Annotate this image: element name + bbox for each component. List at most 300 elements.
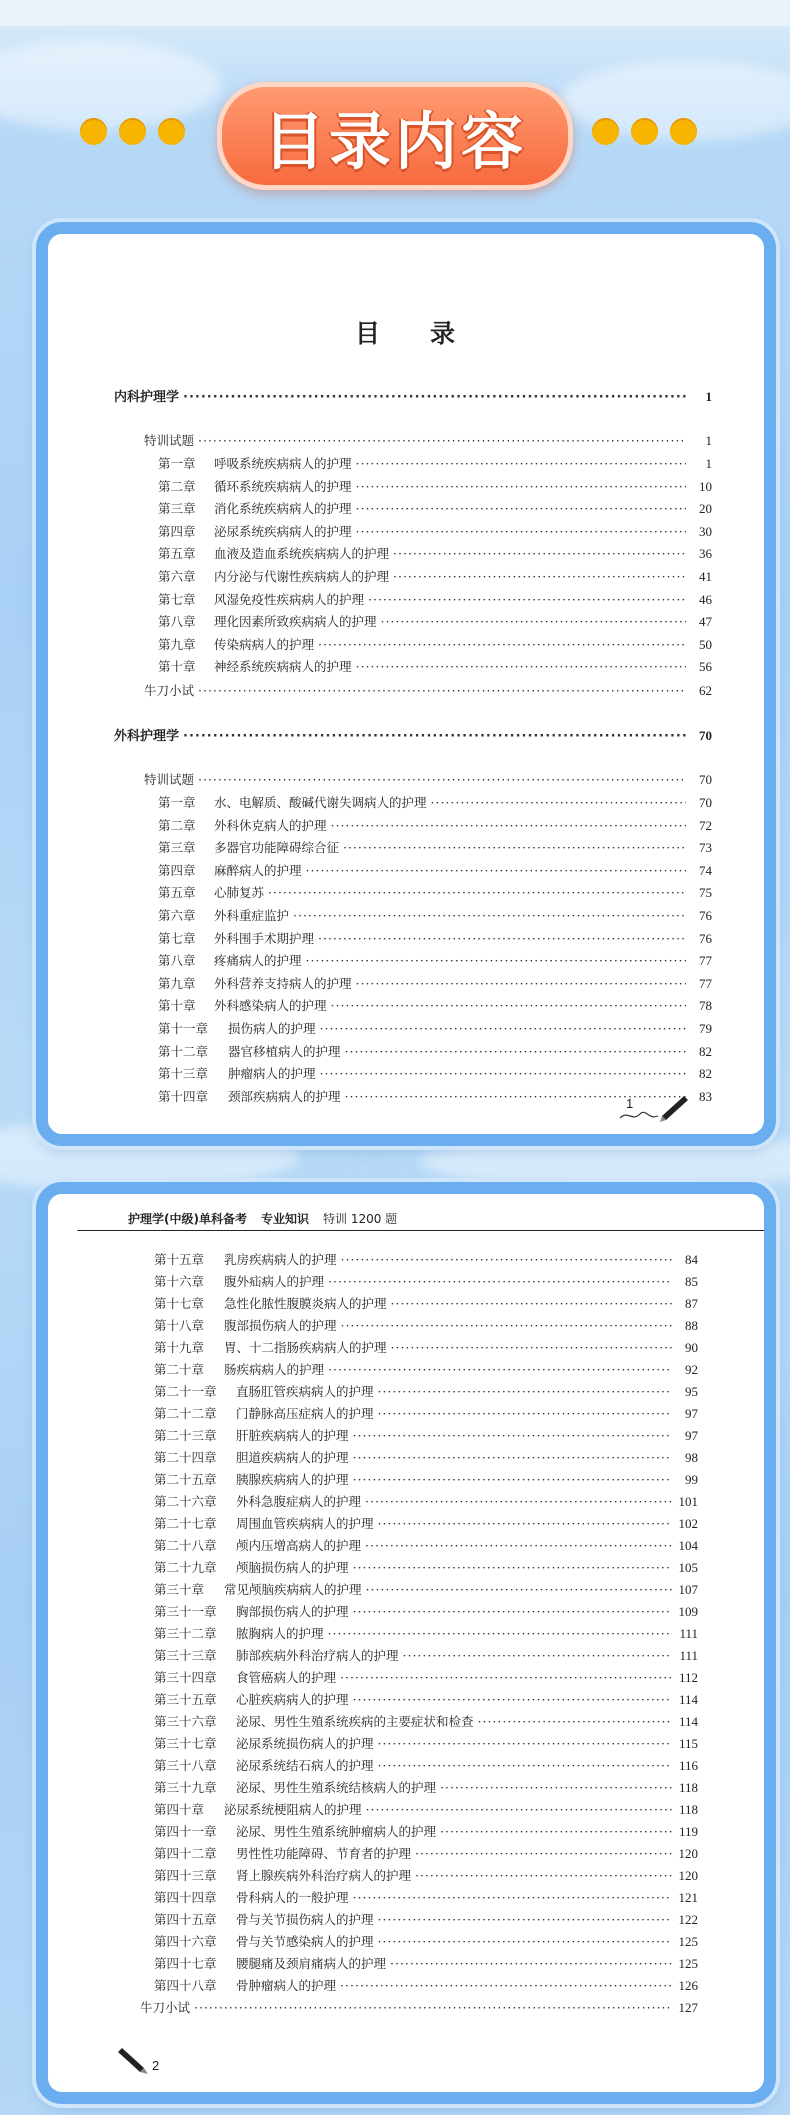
dot-leader	[306, 863, 686, 879]
toc-entry	[158, 479, 712, 495]
chapter-number: 第五章	[158, 546, 196, 562]
dot-leader	[403, 1648, 672, 1664]
chapter-number: 第二十五章	[154, 1472, 217, 1487]
dots-left	[80, 118, 185, 145]
entry-page: 73	[699, 840, 712, 856]
chapter-number: 第三十八章	[154, 1758, 217, 1773]
entry-title: 风湿免疫性疾病病人的护理	[214, 591, 365, 607]
entry-title: 外科急腹症病人的护理	[236, 1494, 362, 1509]
entry-title: 外科感染病人的护理	[214, 998, 327, 1014]
entry-page: 105	[678, 1560, 698, 1575]
chapter-number: 第三十七章	[154, 1736, 217, 1751]
dot-leader	[341, 1318, 672, 1334]
entry-page: 101	[678, 1494, 698, 1509]
chapter-number: 第二十三章	[154, 1428, 217, 1443]
dot-leader	[356, 501, 686, 517]
toc-entry	[154, 1494, 698, 1510]
chapter-number: 第三十四章	[154, 1670, 217, 1685]
entry-page: 85	[685, 1274, 698, 1289]
entry-title: 常见颅脑疾病病人的护理	[224, 1582, 362, 1597]
entry-title: 胆道疾病病人的护理	[236, 1450, 349, 1465]
toc-entry	[158, 659, 712, 675]
toc-entry	[154, 1846, 698, 1862]
dot-leader	[378, 1736, 672, 1752]
toc-entry	[158, 501, 712, 517]
toc-entry	[154, 1296, 698, 1312]
chapter-number: 第三章	[158, 840, 196, 856]
entry-page: 77	[699, 953, 712, 969]
entry-page: 125	[678, 1934, 698, 1949]
dot-leader	[331, 818, 686, 834]
entry-page: 95	[685, 1384, 698, 1399]
toc-entry	[154, 1670, 698, 1686]
entry-title: 泌尿系统梗阻病人的护理	[224, 1802, 362, 1817]
chapter-number: 第二十六章	[154, 1494, 217, 1509]
chapter-number: 第三章	[158, 501, 196, 517]
dot-leader	[381, 614, 686, 630]
toc-entry	[158, 885, 712, 901]
dot-leader	[368, 592, 686, 608]
dot-leader	[378, 1758, 672, 1774]
dot-leader	[268, 885, 686, 901]
toc-entry	[154, 1318, 698, 1334]
chapter-number: 第四章	[158, 523, 196, 539]
entry-title: 脓胸病人的护理	[236, 1626, 324, 1641]
chapter-number: 第四十六章	[154, 1934, 217, 1949]
entry-page: 112	[678, 1670, 698, 1685]
chapter-number: 第十九章	[154, 1340, 205, 1355]
entry-title: 腹部损伤病人的护理	[224, 1318, 337, 1333]
dot-leader	[393, 546, 686, 562]
entry-title: 牛刀小试	[140, 2000, 191, 2015]
dot-leader	[356, 456, 686, 472]
toc-entry	[158, 592, 712, 608]
chapter-number: 第三十五章	[154, 1692, 217, 1707]
dot-leader	[183, 390, 686, 406]
running-head	[118, 1206, 764, 1231]
entry-title: 血液及造血系统疾病病人的护理	[214, 546, 390, 562]
entry-page: 120	[678, 1868, 698, 1883]
toc-heading: 目 录	[354, 319, 458, 348]
entry-title: 外科重症监护	[214, 908, 290, 923]
entry-page: 74	[699, 862, 712, 878]
toc-entry	[154, 1274, 698, 1290]
entry-title: 胃、十二指肠疾病病人的护理	[224, 1340, 387, 1355]
entry-page: 88	[685, 1318, 698, 1333]
chapter-number: 第七章	[158, 930, 196, 946]
chapter-number: 第四章	[158, 862, 196, 878]
entry-title: 麻醉病人的护理	[214, 862, 302, 878]
entry-title: 外科护理学	[114, 729, 180, 744]
book-title: 护理学(中级)单科备考	[128, 1211, 247, 1226]
entry-page: 1	[705, 389, 712, 404]
entry-page: 76	[699, 908, 712, 923]
chapter-number: 第三十章	[154, 1582, 205, 1597]
entry-page: 50	[699, 636, 712, 652]
entry-title: 水、电解质、酸碱代谢失调病人的护理	[214, 795, 427, 810]
toc-entry	[158, 953, 712, 969]
entry-page: 83	[699, 1088, 712, 1104]
chapter-number: 第十七章	[154, 1296, 205, 1311]
entry-title: 损伤病人的护理	[228, 1021, 316, 1036]
chapter-number: 第四十五章	[154, 1912, 217, 1927]
entry-title: 肺部疾病外科治疗病人的护理	[236, 1648, 399, 1663]
dot-leader	[356, 976, 686, 992]
entry-title: 胸部损伤病人的护理	[236, 1604, 349, 1619]
entry-title: 循环系统疾病病人的护理	[214, 478, 352, 494]
chapter-number: 第四十章	[154, 1802, 205, 1817]
entry-page: 46	[699, 591, 712, 607]
toc-entry	[154, 1868, 698, 1884]
toc-entry	[154, 1714, 698, 1730]
dot-leader	[353, 1604, 672, 1620]
chapter-number: 第十五章	[154, 1252, 205, 1267]
toc-entry	[158, 614, 712, 630]
toc-page-2	[36, 1182, 776, 2104]
entry-title: 门静脉高压症病人的护理	[236, 1406, 374, 1421]
entry-title: 传染病病人的护理	[214, 636, 315, 652]
toc-entry	[154, 1538, 698, 1554]
dot-leader	[378, 1912, 672, 1928]
chapter-number: 第九章	[158, 636, 196, 652]
chapter-number: 第六章	[158, 569, 196, 584]
entry-title: 肠疾病病人的护理	[224, 1362, 325, 1377]
chapter-number: 第三十六章	[154, 1714, 217, 1729]
dot-leader	[198, 683, 686, 699]
toc-page-1	[36, 222, 776, 1146]
entry-title: 男性性功能障碍、节育者的护理	[236, 1846, 412, 1861]
toc-entry	[154, 1912, 698, 1928]
toc-entry	[154, 1582, 698, 1598]
toc-entry	[154, 1252, 698, 1268]
entry-page: 78	[699, 998, 712, 1014]
entry-page: 126	[678, 1978, 698, 1993]
toc-entry	[158, 840, 712, 856]
dot-leader	[378, 1516, 672, 1532]
entry-page: 75	[699, 885, 712, 901]
entry-title: 颈部疾病病人的护理	[228, 1088, 341, 1104]
chapter-number: 第四十二章	[154, 1846, 217, 1861]
toc-entry	[158, 524, 712, 540]
entry-title: 乳房疾病病人的护理	[224, 1252, 337, 1267]
entry-title: 器官移植病人的护理	[228, 1043, 341, 1059]
dot-leader	[306, 953, 686, 969]
entry-page: 111	[679, 1626, 698, 1641]
toc-entry	[154, 1648, 698, 1664]
toc-entry	[158, 637, 712, 653]
toc-subsection	[144, 433, 712, 449]
chapter-number: 第四十八章	[154, 1978, 217, 1993]
toc-entry	[154, 1824, 698, 1840]
entry-title: 急性化脓性腹膜炎病人的护理	[224, 1296, 387, 1311]
toc-entry	[154, 1758, 698, 1774]
dot-leader	[343, 840, 686, 856]
entry-page: 41	[699, 569, 712, 584]
page-number: 1	[626, 1096, 634, 1111]
entry-page: 90	[685, 1340, 698, 1355]
entry-page: 76	[699, 930, 712, 946]
toc-entry	[154, 1516, 698, 1532]
chapter-number: 第七章	[158, 591, 196, 607]
chapter-number: 第二章	[158, 478, 196, 494]
dot-leader	[366, 1582, 672, 1598]
dot-leader	[341, 1252, 672, 1268]
dot-leader	[356, 524, 686, 540]
entry-title: 颅脑损伤病人的护理	[236, 1560, 349, 1575]
toc-entry	[154, 1384, 698, 1400]
chapter-number: 第五章	[158, 885, 196, 901]
dot-leader	[378, 1934, 672, 1950]
dot-leader	[328, 1274, 672, 1290]
toc-entry	[154, 1428, 698, 1444]
chapter-number: 第十三章	[158, 1066, 209, 1082]
entry-title: 泌尿、男性生殖系统肿瘤病人的护理	[236, 1824, 437, 1839]
entry-page: 84	[685, 1252, 698, 1267]
dot-leader	[345, 1044, 686, 1060]
entry-title: 骨与关节感染病人的护理	[236, 1934, 374, 1949]
toc-entry	[154, 1934, 698, 1950]
toc-section	[114, 389, 712, 406]
entry-page: 121	[678, 1890, 698, 1905]
chapter-number: 第十四章	[158, 1088, 209, 1104]
entry-page: 102	[678, 1516, 698, 1531]
toc-subsection	[140, 2000, 698, 2016]
chapter-number: 第二十八章	[154, 1538, 217, 1553]
chapter-number: 第二十九章	[154, 1560, 217, 1575]
dot-leader	[366, 1802, 672, 1818]
toc-entry	[154, 1450, 698, 1466]
dot-leader	[198, 772, 686, 788]
entry-title: 直肠肛管疾病病人的护理	[236, 1384, 374, 1399]
entry-title: 骨科病人的一般护理	[236, 1890, 349, 1905]
dots-right	[592, 118, 697, 145]
toc-entry	[158, 546, 712, 562]
dot-leader	[318, 931, 686, 947]
chapter-number: 第四十一章	[154, 1824, 217, 1839]
entry-title: 理化因素所致疾病病人的护理	[214, 614, 377, 630]
toc-entry	[154, 1890, 698, 1906]
title-banner	[217, 82, 573, 190]
entry-page: 104	[678, 1538, 698, 1553]
entry-title: 消化系统疾病病人的护理	[214, 501, 352, 517]
chapter-number: 第二十章	[154, 1362, 205, 1377]
toc-entry	[154, 1736, 698, 1752]
chapter-number: 第八章	[158, 614, 196, 630]
entry-page: 1	[705, 433, 712, 448]
entry-title: 肾上腺疾病外科治疗病人的护理	[236, 1868, 412, 1883]
entry-title: 食管癌病人的护理	[236, 1670, 337, 1685]
chapter-number: 第三十三章	[154, 1648, 217, 1663]
dot-leader	[293, 908, 686, 924]
entry-title: 胰腺疾病病人的护理	[236, 1472, 349, 1487]
chapter-number: 第六章	[158, 908, 196, 923]
toc-entry	[154, 1362, 698, 1378]
chapter-number: 第四十四章	[154, 1890, 217, 1905]
toc-entry	[158, 1044, 712, 1060]
entry-title: 心脏疾病病人的护理	[236, 1692, 349, 1707]
toc-entry	[158, 931, 712, 947]
chapter-number: 第四十七章	[154, 1956, 217, 1971]
entry-page: 70	[699, 795, 712, 810]
chapter-number: 第二十四章	[154, 1450, 217, 1465]
toc-entry	[154, 1472, 698, 1488]
entry-title: 肿瘤病人的护理	[228, 1066, 316, 1082]
chapter-number: 第九章	[158, 975, 196, 991]
book-subject: 专业知识	[260, 1211, 309, 1226]
toc-entry	[158, 569, 712, 585]
entry-title: 内分泌与代谢性疾病病人的护理	[214, 569, 390, 584]
dot-leader	[391, 1340, 672, 1356]
entry-page: 119	[678, 1824, 698, 1839]
toc-entry	[158, 998, 712, 1014]
dot-leader	[198, 433, 686, 449]
dot-leader	[440, 1824, 672, 1840]
dot-leader	[393, 569, 686, 585]
chapter-number: 第八章	[158, 953, 196, 969]
entry-title: 呼吸系统疾病病人的护理	[214, 456, 352, 471]
entry-page: 99	[685, 1472, 698, 1487]
chapter-number: 第一章	[158, 456, 196, 471]
entry-title: 外科休克病人的护理	[214, 817, 327, 833]
entry-title: 心肺复苏	[214, 885, 265, 901]
entry-page: 72	[699, 817, 712, 833]
dot-leader	[353, 1472, 672, 1488]
chapter-number: 第二章	[158, 817, 196, 833]
entry-page: 70	[699, 728, 712, 743]
entry-page: 122	[678, 1912, 698, 1927]
dot-leader	[328, 1362, 672, 1378]
entry-title: 特训试题	[144, 433, 195, 448]
entry-page: 116	[678, 1758, 698, 1773]
entry-page: 97	[685, 1428, 698, 1443]
entry-page: 92	[685, 1362, 698, 1377]
chapter-number: 第十章	[158, 998, 196, 1014]
chapter-number: 第四十三章	[154, 1868, 217, 1883]
dot-leader	[415, 1846, 672, 1862]
entry-page: 115	[678, 1736, 698, 1751]
dot-leader	[353, 1428, 672, 1444]
chapter-number: 第十八章	[154, 1318, 205, 1333]
entry-page: 98	[685, 1450, 698, 1465]
dot-leader	[415, 1868, 672, 1884]
dot-leader	[378, 1384, 672, 1400]
dot-leader	[183, 729, 686, 745]
entry-title: 神经系统疾病病人的护理	[214, 659, 352, 675]
entry-page: 82	[699, 1043, 712, 1059]
entry-page: 109	[678, 1604, 698, 1619]
dot-leader	[478, 1714, 672, 1730]
toc-entry	[154, 1692, 698, 1708]
chapter-number: 第二十七章	[154, 1516, 217, 1531]
entry-title: 泌尿系统结石病人的护理	[236, 1758, 374, 1773]
entry-title: 骨与关节损伤病人的护理	[236, 1912, 374, 1927]
dot-leader	[340, 1670, 672, 1686]
book-series: 特训 1200 题	[323, 1211, 398, 1226]
entry-page: 114	[678, 1714, 698, 1729]
toc-entry	[154, 1626, 698, 1642]
page-number: 2	[152, 2058, 160, 2073]
entry-title: 牛刀小试	[144, 683, 195, 698]
entry-page: 56	[699, 659, 712, 675]
entry-title: 腰腿痛及颈肩痛病人的护理	[236, 1956, 387, 1971]
entry-page: 10	[699, 478, 712, 494]
chapter-number: 第三十九章	[154, 1780, 217, 1795]
toc-entry	[154, 1560, 698, 1576]
chapter-number: 第十章	[158, 659, 196, 675]
dot-leader	[353, 1450, 672, 1466]
chapter-number: 第二十一章	[154, 1384, 217, 1399]
dot-leader	[365, 1494, 672, 1510]
dot-leader	[353, 1890, 672, 1906]
toc-entry	[154, 1340, 698, 1356]
top-strip	[0, 0, 790, 26]
dot-leader	[353, 1560, 672, 1576]
toc-entry	[154, 1604, 698, 1620]
dot-leader	[440, 1780, 672, 1796]
toc-subsection	[144, 683, 712, 699]
toc-entry	[154, 1406, 698, 1422]
toc-entry	[154, 1956, 698, 1972]
entry-title: 颅内压增高病人的护理	[236, 1538, 362, 1553]
entry-title: 泌尿、男性生殖系统结核病人的护理	[236, 1780, 437, 1795]
entry-title: 腹外疝病人的护理	[224, 1274, 325, 1289]
entry-title: 外科营养支持病人的护理	[214, 975, 352, 991]
entry-page: 118	[678, 1780, 698, 1795]
entry-page: 79	[699, 1021, 712, 1036]
entry-page: 125	[678, 1956, 698, 1971]
toc-entry	[158, 908, 712, 924]
dot-leader	[194, 2000, 672, 2016]
toc-entry	[154, 1978, 698, 1994]
entry-title: 肝脏疾病病人的护理	[236, 1428, 349, 1443]
dot-leader	[318, 637, 686, 653]
chapter-number: 第一章	[158, 795, 196, 810]
entry-page: 87	[685, 1296, 698, 1311]
entry-page: 30	[699, 523, 712, 539]
dot-leader	[431, 795, 686, 811]
toc-entry	[158, 863, 712, 879]
toc-entry	[158, 795, 712, 811]
entry-title: 泌尿系统疾病病人的护理	[214, 523, 352, 539]
entry-page: 82	[699, 1066, 712, 1082]
dot-leader	[353, 1692, 672, 1708]
entry-page: 20	[699, 501, 712, 517]
chapter-number: 第三十一章	[154, 1604, 217, 1619]
dot-leader	[328, 1626, 672, 1642]
entry-page: 77	[699, 975, 712, 991]
entry-title: 疼痛病人的护理	[214, 953, 302, 969]
dot-leader	[331, 998, 686, 1014]
entry-page: 70	[699, 772, 712, 787]
dot-leader	[391, 1296, 672, 1312]
chapter-number: 第十六章	[154, 1274, 205, 1289]
toc-entry	[158, 1021, 712, 1037]
chapter-number: 第十二章	[158, 1043, 209, 1059]
entry-page: 1	[705, 456, 712, 471]
entry-page: 97	[685, 1406, 698, 1421]
entry-page: 120	[678, 1846, 698, 1861]
toc-entry	[158, 1066, 712, 1082]
dot-leader	[356, 659, 686, 675]
dot-leader	[320, 1066, 686, 1082]
dot-leader	[340, 1978, 672, 1994]
dot-leader	[356, 479, 686, 495]
entry-page: 114	[678, 1692, 698, 1707]
entry-page: 118	[678, 1802, 698, 1817]
toc-entry	[154, 1802, 698, 1818]
toc-section	[114, 728, 712, 745]
dot-leader	[378, 1406, 672, 1422]
